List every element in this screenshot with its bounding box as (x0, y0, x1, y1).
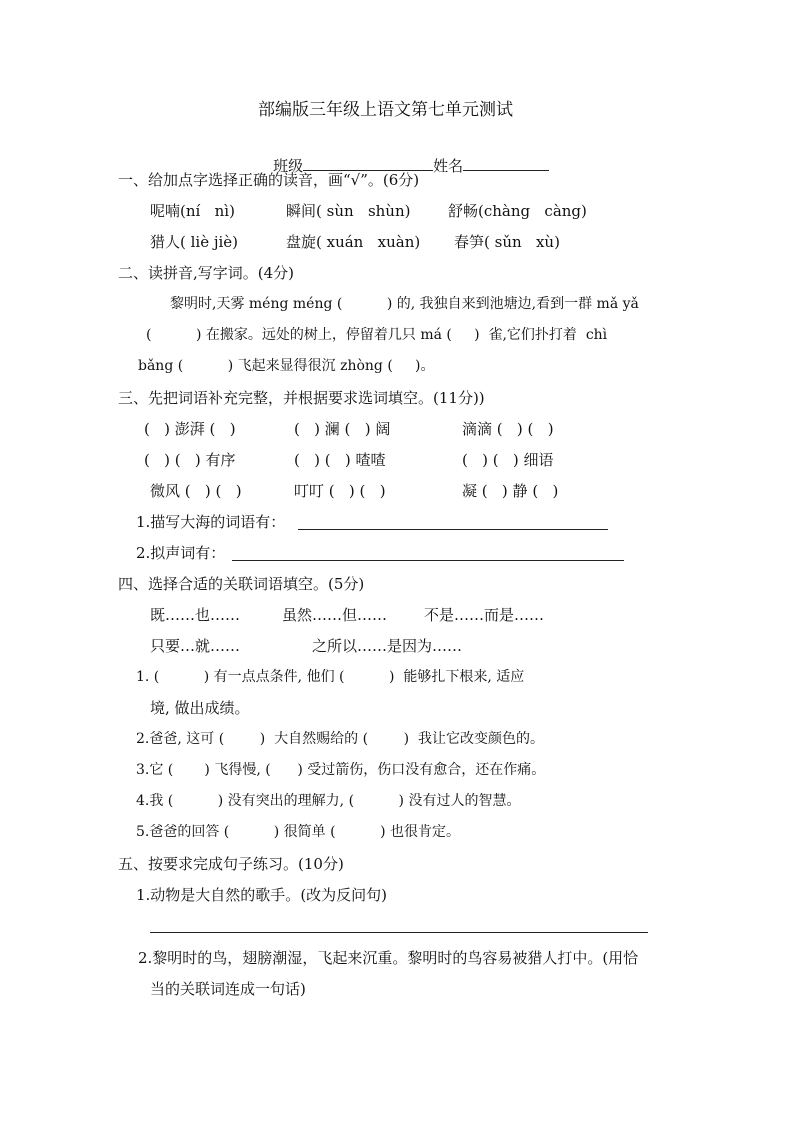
answer-line[interactable] (298, 529, 608, 530)
s1-item: 猎人( liè jiè) (150, 233, 239, 251)
s5-question-1: 1.动物是大自然的歌手。(改为反问句) (136, 886, 388, 904)
s4-question-1-cont: 境, 做出成绩。 (150, 699, 250, 717)
s2-passage-line: ( ) 在搬家。远处的树上，停留着几只 má ( ) 雀,它们扑打着 chì (146, 327, 608, 343)
page-title: 部编版三年级上语文第七单元测试 (258, 100, 513, 120)
s3-item: 叮叮 ( ) ( ) (294, 482, 386, 500)
class-label: 班级 (273, 157, 304, 175)
s1-item: 盘旋( xuán xuàn) (286, 233, 421, 251)
s3-item: ( ) 澜 ( ) 阔 (294, 420, 391, 438)
section-4-heading: 四、选择合适的关联词语填空。(5分) (118, 575, 365, 593)
section-5-heading: 五、按要求完成句子练习。(10分) (118, 855, 344, 873)
s1-item: 舒畅(chàng càng) (448, 202, 587, 220)
s1-item: 呢喃(ní nì) (150, 202, 235, 220)
class-blank[interactable] (303, 154, 433, 171)
s4-question-4: 4.我 ( ) 没有突出的理解力, ( ) 没有过人的智慧。 (136, 793, 521, 809)
name-blank[interactable] (463, 154, 549, 171)
s3-item: 凝 ( ) 静 ( ) (462, 482, 559, 500)
s5-question-2-cont: 当的关联词连成一句话) (150, 980, 306, 998)
name-label: 姓名 (433, 157, 464, 175)
s2-passage-line: 黎明时,天雾 méng méng ( ) 的, 我独自来到池塘边,看到一群 mǎ yǎ (170, 296, 639, 312)
section-3-heading: 三、先把词语补充完整，并根据要求选词填空。(11分)) (118, 389, 485, 407)
s3-item: ( ) ( ) 喳喳 (294, 451, 386, 469)
s3-question-1: 1.描写大海的词语有： (136, 513, 286, 531)
s4-option: 既……也…… (150, 606, 241, 624)
s3-item: ( ) ( ) 有序 (144, 451, 236, 469)
s4-question-3: 3.它 ( ) 飞得慢, ( ) 受过箭伤，伤口没有愈合，还在作痛。 (136, 762, 546, 778)
s4-question-2: 2.爸爸, 这可 ( ) 大自然赐给的 ( ) 我让它改变颜色的。 (136, 731, 545, 747)
section-1-heading: 一、给加点字选择正确的读音，画“√”。(6分) (118, 171, 420, 189)
s5-question-2: 2.黎明时的鸟，翅膀潮湿，飞起来沉重。黎明时的鸟容易被猎人打中。(用恰 (138, 949, 639, 967)
s3-item: 滴滴 ( ) ( ) (462, 420, 554, 438)
s2-passage-line: bǎng ( ) 飞起来显得很沉 zhòng ( )。 (138, 358, 435, 374)
s4-option: 之所以……是因为…… (312, 637, 463, 655)
answer-line[interactable] (232, 560, 624, 561)
s3-item: ( ) ( ) 细语 (462, 451, 554, 469)
s1-item: 瞬间( sùn shùn) (286, 202, 411, 220)
s3-item: 微风 ( ) ( ) (150, 482, 242, 500)
s4-question-5: 5.爸爸的回答 ( ) 很简单 ( ) 也很肯定。 (136, 824, 461, 840)
s4-option: 不是……而是…… (424, 606, 545, 624)
s4-option: 只要…就…… (150, 637, 241, 655)
s3-question-2: 2.拟声词有： (136, 544, 226, 562)
s4-option: 虽然……但…… (282, 606, 388, 624)
s4-question-1: 1. ( ) 有一点点条件, 他们 ( ) 能够扎下根来, 适应 (136, 669, 525, 685)
s3-item: ( ) 澎湃 ( ) (144, 420, 236, 438)
section-2-heading: 二、读拼音,写字词。(4分) (118, 264, 295, 282)
s1-item: 春笋( sǔn xù) (454, 233, 560, 251)
answer-line[interactable] (150, 932, 648, 933)
